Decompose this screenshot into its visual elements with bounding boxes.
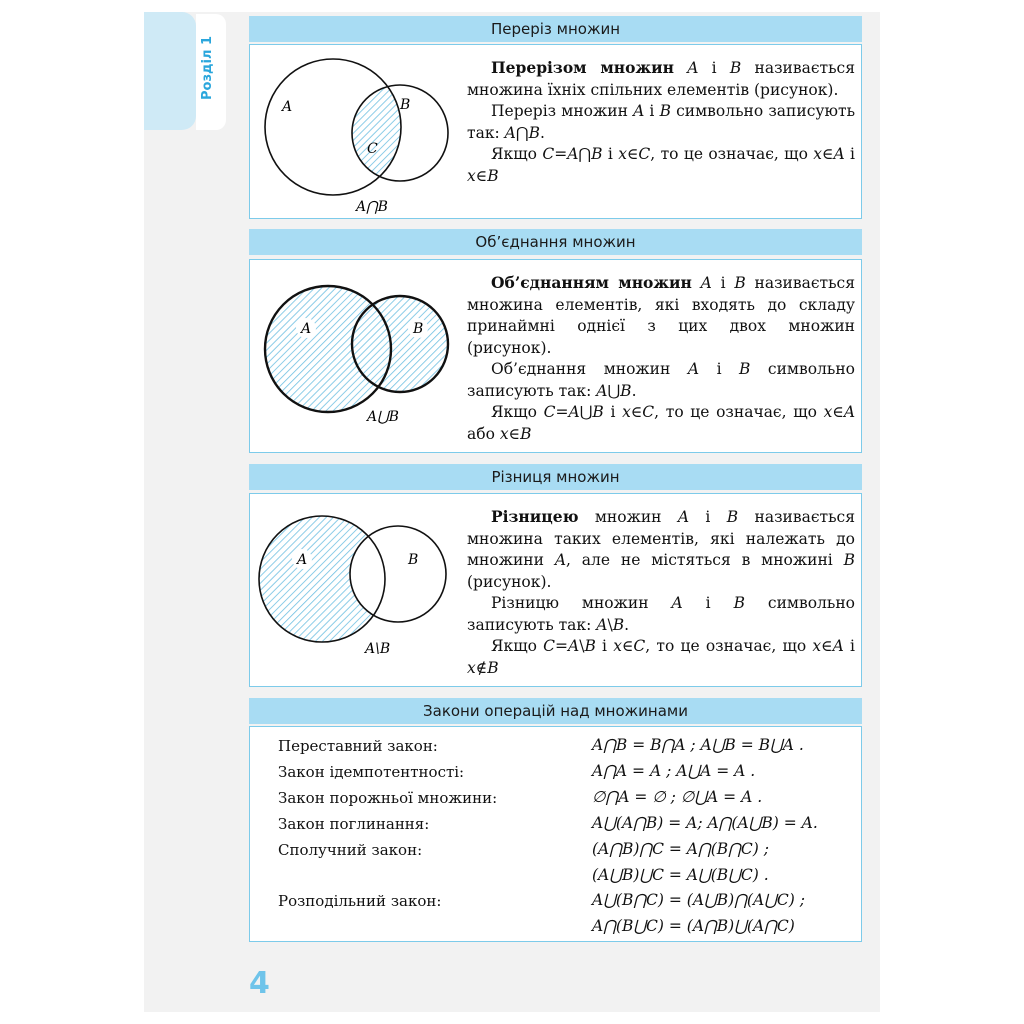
label-a: A [282,99,293,115]
law-name: Сполучний закон: [278,841,423,859]
page-number: 4 [249,966,270,1001]
chapter-label: Розділ 1 [200,35,215,100]
law-name: Закон поглинання: [278,815,430,833]
law-formula: (A⋂B)⋂C = A⋂(B⋂C) ; [592,840,769,858]
law-name: Закон порожньої множини: [278,789,498,807]
label-b: B [400,97,411,113]
venn-diagram-difference [250,494,465,688]
law-formula: ∅⋂A = ∅ ; ∅⋃A = A . [592,788,763,806]
label-c: C [367,141,378,157]
paragraph: Якщо C=A⋃B і x∈C, то це означає, що x∈A або x∈B [467,403,856,443]
chapter-tab [144,12,196,130]
paragraph: Якщо C=A⋂B і x∈C, то це означає, що x∈A і x∈B [467,145,856,185]
law-formula: A⋃(A⋂B) = A; A⋂(A⋃B) = A. [592,814,818,832]
section-box-difference [249,493,862,687]
venn-diagram-intersection [250,45,465,220]
diagram-caption: A\B [365,641,391,657]
section-box-union [249,259,862,453]
paragraph: Об’єднання множин A і B символьно записують так: A⋃B. [467,360,855,400]
law-formula: A⋃(B⋂C) = (A⋃B)⋂(A⋃C) ; [592,891,805,909]
law-name: Переставний закон: [278,737,438,755]
label-b: B [408,552,419,568]
law-formula: A⋂A = A ; A⋃A = A . [592,762,756,780]
definition-text-difference [467,506,855,679]
section-header-laws: Закони операцій над множинами [249,698,862,724]
law-name: Розподільний закон: [278,892,442,910]
paragraph: Об’єднанням множин A і B називається множина елементів, які входять до складу принаймні однієї з цих двох множин (рисунок). [467,273,856,357]
paragraph: Перерізом множин A і B називається множина їхніх спільних елементів (рисунок). [467,58,856,99]
label-a: A [301,321,312,337]
paragraph: Якщо C=A\B і x∈C, то це означає, що x∈A і x∉B [467,637,856,677]
definition-text-union [467,272,855,445]
label-a: A [297,552,308,568]
diagram-caption: A⋃B [367,409,399,425]
section-header-difference: Різниця множин [249,464,862,490]
law-formula: A⋂B = B⋂A ; A⋃B = B⋃A . [592,736,804,754]
section-box-intersection [249,44,862,219]
paragraph: Різницею множин A і B називається множина таких елементів, які належать до множини A, але не містяться в множині B (рисунок). [467,507,856,591]
diagram-caption: A⋂B [356,199,388,215]
law-formula: A⋂(B⋃C) = (A⋂B)⋃(A⋂C) [592,917,795,935]
section-header-intersection: Переріз множин [249,16,862,42]
law-name: Закон ідемпотентності: [278,763,465,781]
paragraph: Переріз множин A і B символьно записують так: A⋂B. [467,102,856,142]
laws-box [249,726,862,942]
section-header-union: Об’єднання множин [249,229,862,255]
venn-diagram-union [250,260,465,454]
law-formula: (A⋃B)⋃C = A⋃(B⋃C) . [592,866,769,884]
paragraph: Різницю множин A і B символьно записують так: A\B. [467,594,855,634]
label-b: B [413,321,424,337]
definition-text-intersection [467,57,855,187]
